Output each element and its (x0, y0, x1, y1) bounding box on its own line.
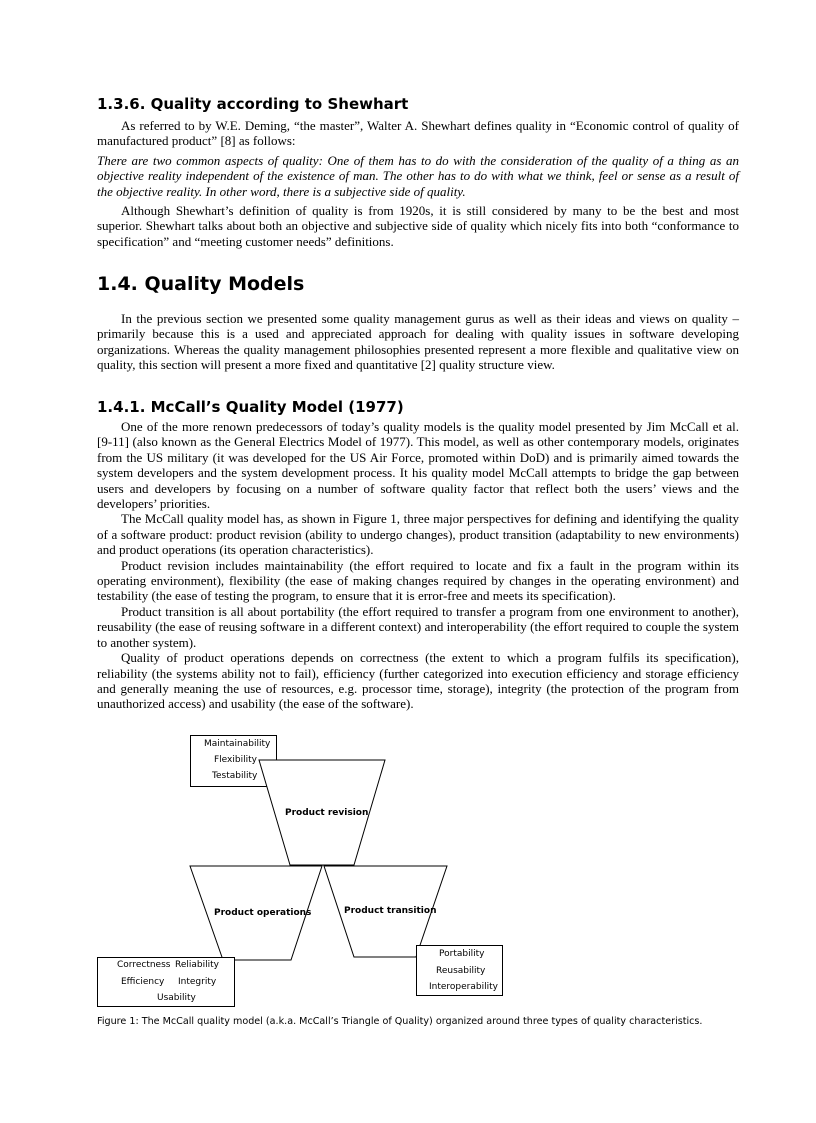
label-usability: Usability (157, 993, 196, 1003)
figure-caption: Figure 1: The McCall quality model (a.k.a. McCall’s Triangle of Quality) organized around three types of quality characteristics. (97, 1016, 703, 1027)
paragraph: One of the more renown predecessors of today’s quality models is the quality model presented by Jim McCall et al. [9-11] (also known as the General Electrics Model of 1977). This model, as well as other contemporary models, originates from the US military (it was developed for the US Air Force, promoted within DoD) and is primarily aimed towards the system developers and the system development process. It his quality model McCall attempts to bridge the gap between users and developers by focusing on a number of software quality factor that reflect both the users’ views and the developers’ priorities. (97, 419, 739, 512)
label-product-revision: Product revision (285, 808, 369, 818)
paragraph: The McCall quality model has, as shown in Figure 1, three major perspectives for defining and identifying the quality of a software product: product revision (ability to undergo changes), product transition (adaptability to new environments) and product operations (its operation characteristics). (97, 511, 739, 558)
label-reusability: Reusability (436, 966, 486, 976)
section-heading-1-4: 1.4. Quality Models (97, 273, 305, 295)
quote: There are two common aspects of quality: One of them has to do with the consideration of the quality of a thing as an objective reality independent of the existence of man. The other has to do with what we think, feel or sense as a result of the objective reality. In other word, there is a subjective side of quality. (97, 152, 739, 199)
label-integrity: Integrity (178, 977, 217, 987)
label-portability: Portability (439, 949, 485, 959)
paragraph: Quality of product operations depends on correctness (the extent to which a program fulfils its specification), reliability (the systems ability not to fail), efficiency (further categorized into execution efficiency and storage efficiency and generally meaning the use of resources, e.g. processor time, storage), integrity (the protection of the program from unauthorized access) and usability (the ease of the software). (97, 650, 739, 712)
label-flexibility: Flexibility (214, 755, 257, 765)
paragraph: In the previous section we presented some quality management gurus as well as their ideas and views on quality – primarily because this is a used and appreciated approach for dealing with quality issues in software developing organizations. Whereas the quality management philosophies presented represent a more flexible and qualitative view on quality, this section will present a more fixed and quantitative [2] quality structure view. (97, 311, 739, 373)
label-reliability: Reliability (175, 960, 219, 970)
label-correctness: Correctness (117, 960, 171, 970)
label-product-transition: Product transition (344, 906, 437, 916)
paragraph: Product transition is all about portability (the effort required to transfer a program from one environment to another), reusability (the ease of reusing software in a different context) and interoperability (the effort required to couple the system to another system). (97, 603, 739, 650)
section-heading-1-4-1: 1.4.1. McCall’s Quality Model (1977) (97, 398, 404, 416)
paragraph: As referred to by W.E. Deming, “the master”, Walter A. Shewhart defines quality in “Economic control of quality of manufactured product” [8] as follows: (97, 118, 739, 149)
paragraph: Although Shewhart’s definition of quality is from 1920s, it is still considered by many to be the best and most superior. Shewhart talks about both an objective and subjective side of quality which nicely fits into both “conformance to specification” and “meeting customer needs” definitions. (97, 203, 739, 249)
label-product-operations: Product operations (214, 908, 312, 918)
label-testability: Testability (212, 771, 258, 781)
section-heading-1-3-6: 1.3.6. Quality according to Shewhart (97, 95, 409, 113)
label-efficiency: Efficiency (121, 977, 165, 987)
paragraph: Product revision includes maintainability (the effort required to locate and fix a fault in the program within its operating environment), flexibility (the ease of making changes required by changes in the operating environment) and testability (the ease of testing the program, to ensure that it is error-free and meets its specification). (97, 557, 739, 604)
label-interoperability: Interoperability (429, 982, 498, 992)
label-maintainability: Maintainability (204, 739, 271, 749)
